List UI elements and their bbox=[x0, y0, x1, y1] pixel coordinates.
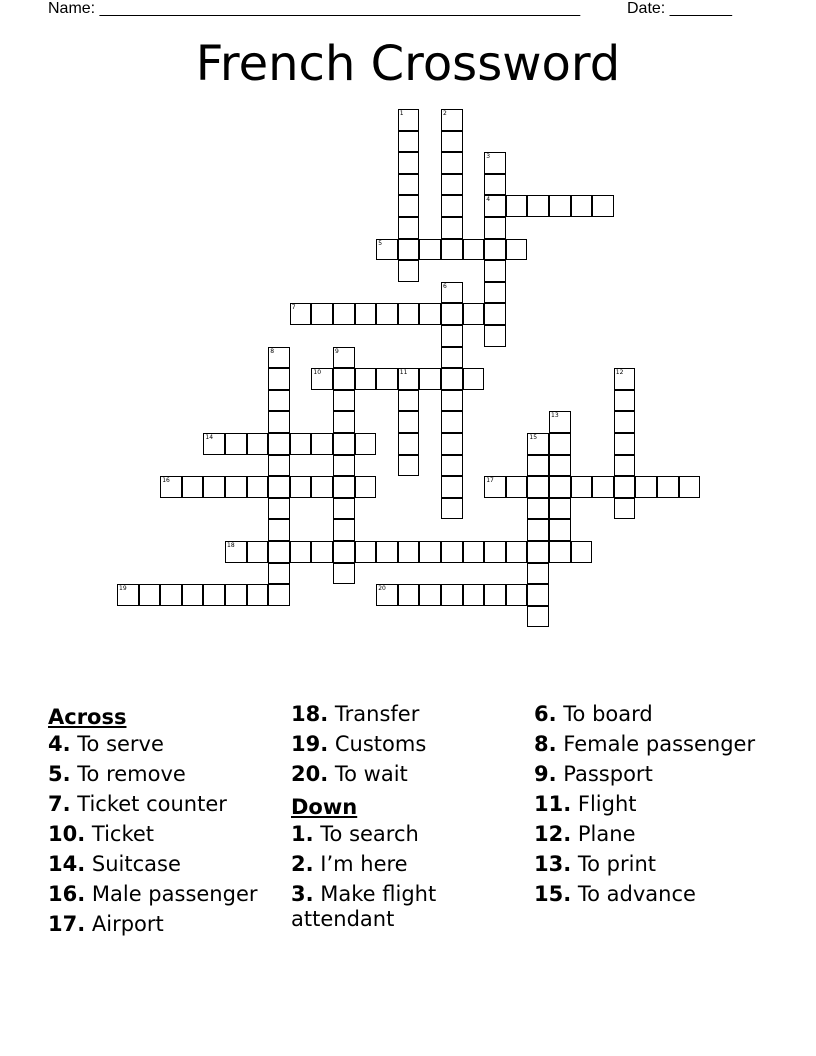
crossword-cell[interactable] bbox=[268, 390, 290, 412]
clue-number: 9. bbox=[534, 762, 557, 786]
crossword-cell[interactable] bbox=[549, 455, 571, 477]
clue-text: To print bbox=[577, 852, 657, 876]
clue-across-19 bbox=[291, 732, 521, 762]
crossword-cell[interactable] bbox=[333, 563, 355, 585]
clue-down-13 bbox=[534, 852, 764, 882]
clue-across-18 bbox=[291, 702, 521, 732]
crossword-cell[interactable] bbox=[333, 347, 355, 369]
cell-number: 2 bbox=[443, 110, 447, 117]
crossword-cell[interactable] bbox=[268, 541, 290, 563]
clue-heading-across: Across bbox=[48, 705, 127, 729]
crossword-cell[interactable] bbox=[527, 433, 549, 455]
clue-across-20 bbox=[291, 762, 521, 792]
clue-down-1 bbox=[291, 822, 521, 852]
crossword-cell[interactable] bbox=[463, 303, 485, 325]
crossword-cell[interactable] bbox=[614, 368, 636, 390]
crossword-cell[interactable] bbox=[441, 368, 463, 390]
clue-across-14 bbox=[48, 852, 283, 882]
clue-text: Customs bbox=[334, 732, 427, 756]
clue-number: 17. bbox=[48, 912, 86, 936]
crossword-cell[interactable] bbox=[376, 239, 398, 261]
crossword-cell[interactable] bbox=[311, 368, 333, 390]
crossword-cell[interactable] bbox=[614, 390, 636, 412]
crossword-cell[interactable] bbox=[225, 433, 247, 455]
cell-number: 1 bbox=[399, 110, 404, 117]
clue-down-11 bbox=[534, 792, 764, 822]
crossword-cell[interactable] bbox=[268, 476, 290, 498]
clue-number: 11. bbox=[534, 792, 572, 816]
clue-number: 16. bbox=[48, 882, 86, 906]
crossword-cell[interactable] bbox=[484, 195, 506, 217]
crossword-cell[interactable] bbox=[614, 411, 636, 433]
crossword-cell[interactable] bbox=[441, 433, 463, 455]
crossword-cell[interactable] bbox=[333, 368, 355, 390]
crossword-cell[interactable] bbox=[355, 303, 377, 325]
crossword-cell[interactable] bbox=[398, 152, 420, 174]
crossword-cell[interactable] bbox=[679, 476, 701, 498]
crossword-cell[interactable] bbox=[463, 584, 485, 606]
clue-text: Airport bbox=[91, 912, 164, 936]
cell-number: 13 bbox=[551, 412, 559, 420]
crossword-cell[interactable] bbox=[203, 584, 225, 606]
clue-down-8 bbox=[534, 732, 764, 762]
crossword-cell[interactable] bbox=[484, 303, 506, 325]
crossword-cell[interactable] bbox=[527, 606, 549, 628]
cell-number: 19 bbox=[119, 585, 127, 593]
crossword-cell[interactable] bbox=[333, 519, 355, 541]
crossword-cell[interactable] bbox=[441, 174, 463, 196]
crossword-cell[interactable] bbox=[376, 303, 398, 325]
clue-number: 12. bbox=[534, 822, 572, 846]
clue-text: Transfer bbox=[334, 702, 420, 726]
crossword-cell[interactable] bbox=[333, 476, 355, 498]
crossword-cell[interactable] bbox=[398, 109, 420, 131]
clue-text: To board bbox=[563, 702, 653, 726]
crossword-cell[interactable] bbox=[203, 433, 225, 455]
crossword-cell[interactable] bbox=[225, 584, 247, 606]
clue-across-16 bbox=[48, 882, 283, 912]
clue-number: 7. bbox=[48, 792, 71, 816]
crossword-cell[interactable] bbox=[441, 455, 463, 477]
clue-down-12 bbox=[534, 822, 764, 852]
crossword-cell[interactable] bbox=[311, 476, 333, 498]
clue-down-2 bbox=[291, 852, 521, 882]
clue-number: 8. bbox=[534, 732, 557, 756]
crossword-cell[interactable] bbox=[527, 498, 549, 520]
clue-number: 18. bbox=[291, 702, 329, 726]
clue-down-9 bbox=[534, 762, 764, 792]
clue-text: Suitcase bbox=[91, 852, 181, 876]
crossword-cell[interactable] bbox=[268, 584, 290, 606]
clue-column-2 bbox=[291, 702, 521, 937]
crossword-cell[interactable] bbox=[290, 303, 312, 325]
crossword-cell[interactable] bbox=[484, 325, 506, 347]
crossword-cell[interactable] bbox=[484, 260, 506, 282]
clue-down-3 bbox=[291, 882, 521, 937]
clue-text: To serve bbox=[77, 732, 164, 756]
crossword-cell[interactable] bbox=[506, 195, 528, 217]
clue-text: Passport bbox=[563, 762, 653, 786]
crossword-cell[interactable] bbox=[614, 476, 636, 498]
crossword-cell[interactable] bbox=[635, 476, 657, 498]
crossword-cell[interactable] bbox=[333, 498, 355, 520]
crossword-cell[interactable] bbox=[355, 368, 377, 390]
crossword-cell[interactable] bbox=[376, 584, 398, 606]
crossword-cell[interactable] bbox=[441, 584, 463, 606]
crossword-cell[interactable] bbox=[463, 541, 485, 563]
clue-text: Make flight attendant bbox=[291, 882, 437, 931]
crossword-cell[interactable] bbox=[441, 411, 463, 433]
crossword-cell[interactable] bbox=[614, 455, 636, 477]
clue-number: 2. bbox=[291, 852, 314, 876]
crossword-cell[interactable] bbox=[398, 455, 420, 477]
crossword-cell[interactable] bbox=[398, 368, 420, 390]
crossword-cell[interactable] bbox=[549, 411, 571, 433]
name-label: Name: bbox=[48, 0, 96, 17]
crossword-cell[interactable] bbox=[571, 476, 593, 498]
crossword-cell[interactable] bbox=[419, 303, 441, 325]
crossword-cell[interactable] bbox=[225, 541, 247, 563]
crossword-cell[interactable] bbox=[441, 239, 463, 261]
crossword-cell[interactable] bbox=[441, 152, 463, 174]
cell-number: 3 bbox=[486, 153, 491, 161]
crossword-cell[interactable] bbox=[527, 584, 549, 606]
crossword-cell[interactable] bbox=[571, 195, 593, 217]
crossword-cell[interactable] bbox=[268, 563, 290, 585]
crossword-cell[interactable] bbox=[527, 519, 549, 541]
crossword-cell[interactable] bbox=[290, 541, 312, 563]
cell-number: 17 bbox=[486, 477, 494, 485]
crossword-cell[interactable] bbox=[311, 433, 333, 455]
clue-text: Female passenger bbox=[563, 732, 756, 756]
crossword-cell[interactable] bbox=[657, 476, 679, 498]
clue-down-15 bbox=[534, 882, 764, 912]
crossword-cell[interactable] bbox=[398, 411, 420, 433]
crossword-cell[interactable] bbox=[441, 195, 463, 217]
clue-number: 5. bbox=[48, 762, 71, 786]
crossword-cell[interactable] bbox=[333, 541, 355, 563]
clue-text: Ticket counter bbox=[77, 792, 227, 816]
clue-text: To advance bbox=[577, 882, 696, 906]
crossword-cell[interactable] bbox=[463, 368, 485, 390]
clue-text: Plane bbox=[577, 822, 636, 846]
crossword-cell[interactable] bbox=[506, 584, 528, 606]
crossword-cell[interactable] bbox=[549, 519, 571, 541]
clue-text: Male passenger bbox=[91, 882, 258, 906]
crossword-cell[interactable] bbox=[268, 347, 290, 369]
clue-across-5 bbox=[48, 762, 283, 792]
clue-column-3 bbox=[534, 702, 764, 912]
page-title: French Crossword bbox=[195, 36, 621, 92]
crossword-cell[interactable] bbox=[419, 584, 441, 606]
crossword-cell[interactable] bbox=[484, 476, 506, 498]
clue-number: 4. bbox=[48, 732, 71, 756]
cell-number: 8 bbox=[270, 347, 275, 355]
crossword-cell[interactable] bbox=[441, 541, 463, 563]
crossword-cell[interactable] bbox=[355, 476, 377, 498]
crossword-cell[interactable] bbox=[290, 476, 312, 498]
clue-across-4 bbox=[48, 732, 283, 762]
name-blank[interactable]: ______________________________________________________ bbox=[99, 0, 581, 17]
crossword-cell[interactable] bbox=[441, 325, 463, 347]
crossword-cell[interactable] bbox=[614, 498, 636, 520]
crossword-cell[interactable] bbox=[268, 519, 290, 541]
clue-text: Ticket bbox=[91, 822, 155, 846]
crossword-cell[interactable] bbox=[398, 174, 420, 196]
crossword-cell[interactable] bbox=[398, 217, 420, 239]
crossword-cell[interactable] bbox=[333, 390, 355, 412]
crossword-cell[interactable] bbox=[398, 131, 420, 153]
cell-number: 11 bbox=[399, 369, 408, 377]
clue-number: 1. bbox=[291, 822, 314, 846]
crossword-cell[interactable] bbox=[527, 455, 549, 477]
cell-number: 20 bbox=[378, 585, 386, 593]
crossword-cell[interactable] bbox=[592, 195, 614, 217]
crossword-cell[interactable] bbox=[268, 498, 290, 520]
crossword-cell[interactable] bbox=[247, 433, 269, 455]
crossword-cell[interactable] bbox=[247, 541, 269, 563]
crossword-cell[interactable] bbox=[268, 411, 290, 433]
crossword-cell[interactable] bbox=[160, 476, 182, 498]
clue-across-7 bbox=[48, 792, 283, 822]
cell-number: 9 bbox=[335, 347, 339, 355]
crossword-cell[interactable] bbox=[398, 303, 420, 325]
crossword-cell[interactable] bbox=[117, 584, 139, 606]
clue-column-1 bbox=[48, 702, 283, 942]
crossword-cell[interactable] bbox=[268, 368, 290, 390]
crossword-cell[interactable] bbox=[441, 109, 463, 131]
cell-number: 18 bbox=[227, 542, 235, 549]
cell-number: 5 bbox=[378, 239, 383, 247]
crossword-cell[interactable] bbox=[484, 584, 506, 606]
crossword-cell[interactable] bbox=[592, 476, 614, 498]
crossword-cell[interactable] bbox=[441, 498, 463, 520]
crossword-cell[interactable] bbox=[527, 476, 549, 498]
crossword-cell[interactable] bbox=[398, 584, 420, 606]
crossword-cell[interactable] bbox=[463, 239, 485, 261]
clue-number: 10. bbox=[48, 822, 86, 846]
crossword-cell[interactable] bbox=[441, 303, 463, 325]
crossword-cell[interactable] bbox=[182, 584, 204, 606]
crossword-cell[interactable] bbox=[419, 541, 441, 563]
crossword-cell[interactable] bbox=[441, 282, 463, 304]
crossword-cell[interactable] bbox=[398, 541, 420, 563]
clue-number: 15. bbox=[534, 882, 572, 906]
crossword-cell[interactable] bbox=[376, 541, 398, 563]
crossword-cell[interactable] bbox=[506, 476, 528, 498]
crossword-cell[interactable] bbox=[290, 433, 312, 455]
clue-number: 14. bbox=[48, 852, 86, 876]
crossword-cell[interactable] bbox=[484, 282, 506, 304]
crossword-cell[interactable] bbox=[571, 541, 593, 563]
clue-number: 20. bbox=[291, 762, 329, 786]
crossword-cell[interactable] bbox=[527, 563, 549, 585]
clue-text: To search bbox=[320, 822, 419, 846]
crossword-cell[interactable] bbox=[484, 217, 506, 239]
date-label: Date: bbox=[627, 0, 666, 17]
clue-text: To remove bbox=[77, 762, 186, 786]
clue-text: Flight bbox=[577, 792, 637, 816]
crossword-cell[interactable] bbox=[333, 411, 355, 433]
crossword-cell[interactable] bbox=[376, 368, 398, 390]
crossword-cell[interactable] bbox=[398, 239, 420, 261]
crossword-cell[interactable] bbox=[398, 195, 420, 217]
crossword-cell[interactable] bbox=[268, 455, 290, 477]
date-blank[interactable]: _______ bbox=[669, 0, 732, 17]
cell-number: 4 bbox=[486, 196, 491, 204]
crossword-cell[interactable] bbox=[355, 433, 377, 455]
crossword-cell[interactable] bbox=[333, 433, 355, 455]
clue-number: 6. bbox=[534, 702, 557, 726]
crossword-cell[interactable] bbox=[160, 584, 182, 606]
crossword-cell[interactable] bbox=[441, 390, 463, 412]
crossword-cell[interactable] bbox=[419, 368, 441, 390]
crossword-cell[interactable] bbox=[268, 433, 290, 455]
crossword-cell[interactable] bbox=[139, 584, 161, 606]
clue-number: 19. bbox=[291, 732, 329, 756]
crossword-cell[interactable] bbox=[441, 217, 463, 239]
crossword-cell[interactable] bbox=[549, 498, 571, 520]
clue-text: I’m here bbox=[320, 852, 408, 876]
clue-heading-down: Down bbox=[291, 795, 358, 819]
crossword-cell[interactable] bbox=[549, 433, 571, 455]
crossword-cell[interactable] bbox=[247, 476, 269, 498]
cell-number: 12 bbox=[615, 369, 624, 377]
crossword-cell[interactable] bbox=[614, 433, 636, 455]
crossword-cell[interactable] bbox=[441, 131, 463, 153]
crossword-cell[interactable] bbox=[247, 584, 269, 606]
crossword-cell[interactable] bbox=[441, 347, 463, 369]
clue-across-17 bbox=[48, 912, 283, 942]
crossword-cell[interactable] bbox=[506, 239, 528, 261]
crossword-cell[interactable] bbox=[203, 476, 225, 498]
crossword-cell[interactable] bbox=[527, 541, 549, 563]
crossword-cell[interactable] bbox=[484, 152, 506, 174]
clue-number: 13. bbox=[534, 852, 572, 876]
crossword-cell[interactable] bbox=[225, 476, 247, 498]
cell-number: 6 bbox=[443, 282, 447, 290]
crossword-cell[interactable] bbox=[484, 541, 506, 563]
crossword-cell[interactable] bbox=[549, 476, 571, 498]
crossword-cell[interactable] bbox=[549, 541, 571, 563]
crossword-cell[interactable] bbox=[333, 455, 355, 477]
crossword-cell[interactable] bbox=[398, 390, 420, 412]
cell-number: 7 bbox=[291, 304, 296, 312]
crossword-cell[interactable] bbox=[311, 303, 333, 325]
cell-number: 10 bbox=[313, 369, 322, 377]
crossword-cell[interactable] bbox=[398, 260, 420, 282]
crossword-cell[interactable] bbox=[333, 303, 355, 325]
crossword-cell[interactable] bbox=[484, 239, 506, 261]
crossword-cell[interactable] bbox=[484, 174, 506, 196]
clue-text: To wait bbox=[334, 762, 408, 786]
clue-number: 3. bbox=[291, 882, 314, 906]
crossword-cell[interactable] bbox=[549, 195, 571, 217]
crossword-cell[interactable] bbox=[527, 195, 549, 217]
clue-down-6 bbox=[534, 702, 764, 732]
crossword-cell[interactable] bbox=[441, 476, 463, 498]
cell-number: 14 bbox=[205, 434, 214, 441]
crossword-cell[interactable] bbox=[182, 476, 204, 498]
crossword-cell[interactable] bbox=[419, 239, 441, 261]
clue-across-10 bbox=[48, 822, 283, 852]
cell-number: 16 bbox=[162, 477, 170, 485]
crossword-cell[interactable] bbox=[311, 541, 333, 563]
crossword-cell[interactable] bbox=[355, 541, 377, 563]
crossword-cell[interactable] bbox=[398, 433, 420, 455]
cell-number: 15 bbox=[529, 434, 538, 441]
crossword-cell[interactable] bbox=[506, 541, 528, 563]
